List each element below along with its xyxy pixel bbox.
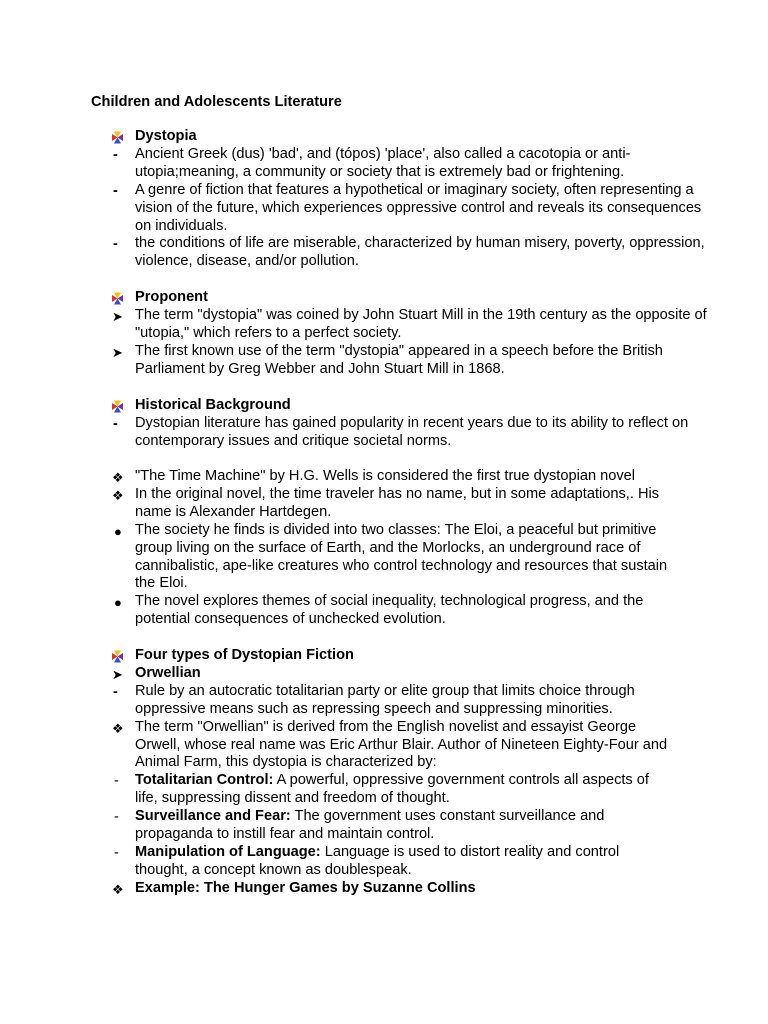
list-item — [111, 486, 681, 522]
dash-marker: - — [114, 773, 119, 790]
list-item-text — [135, 844, 671, 880]
subheading-text: Orwellian — [135, 664, 201, 681]
list-item-text: the conditions of life are miserable, characterized by human misery, poverty, oppression, violence, disease, and/or pollution. — [135, 235, 705, 270]
trait-text: Language is used to distort reality and control thought, a concept known as doublespeak. — [135, 843, 620, 878]
trait-label: Totalitarian Control: — [135, 772, 274, 789]
section-dystopia — [111, 128, 711, 271]
list-item-text: Rule by an autocratic totalitarian party or elite group that limits choice through oppressive means such as repressing speech and suppressing minorities. — [135, 682, 635, 717]
four-diamond-icon: ❖ — [112, 881, 124, 897]
heading-text: Proponent — [135, 289, 208, 305]
heading-text: Dystopia — [135, 128, 197, 144]
trait-label: Surveillance and Fear: — [135, 808, 291, 825]
list-item — [111, 683, 671, 719]
arrows-converge-icon — [111, 397, 135, 415]
arrows-converge-icon — [111, 647, 135, 665]
list-item-text: The term "dystopia" was coined by John Stuart Mill in the 19th century as the opposite of "utopia," which refers to a perfect society. — [135, 306, 707, 341]
list-item — [111, 235, 711, 271]
trait-label: Manipulation of Language: — [135, 843, 321, 860]
trait-text: The government uses constant surveillance and propaganda to instill fear and maintain control. — [135, 808, 605, 843]
bullet-icon: ● — [114, 523, 122, 539]
list-item-text: A genre of fiction that features a hypothetical or imaginary society, often representing a vision of the future, which experiences oppressive control and reveals its consequences on individuals. — [135, 181, 702, 234]
list-item — [111, 880, 671, 898]
list-item — [111, 844, 671, 880]
four-open-diamond-icon: ❖ — [112, 720, 124, 736]
heading-text: Four types of Dystopian Fiction — [135, 647, 354, 663]
bullet-icon: ● — [114, 595, 122, 611]
arrows-converge-icon — [111, 128, 135, 146]
page-title: Children and Adolescents Literature — [91, 94, 342, 110]
list-item — [111, 146, 711, 182]
section-four-types — [111, 647, 671, 898]
list-item-text: The term "Orwellian" is derived from the English novelist and essayist George Orwell, whose real name was Eric Arthur Blair. Author of Nineteen Eighty-Four and Animal Farm, this dystopia is characterized by: — [135, 718, 668, 771]
subheading — [111, 665, 671, 683]
dash-marker: - — [113, 182, 118, 199]
list-item-text — [135, 772, 671, 808]
dash-marker: - — [113, 415, 118, 432]
list-item-text: In the original novel, the time traveler has no name, but in some adaptations,. His name is Alexander Hartdegen. — [135, 485, 660, 520]
four-diamond-icon: ❖ — [112, 470, 124, 485]
list-item — [111, 719, 671, 773]
section-proponent — [111, 289, 711, 379]
list-item-text: Dystopian literature has gained popularity in recent years due to its ability to reflect on contemporary issues and critique societal norms. — [135, 414, 689, 449]
list-item — [111, 468, 681, 486]
list-item — [111, 415, 711, 451]
list-item — [111, 182, 711, 236]
list-item-text: The society he finds is divided into two classes: The Eloi, a peaceful but primitive group living on the surface of Earth, and the Morlocks, an underground race of cannibalistic, ape-like creatures who control technology and resources that sustain the Eloi. — [135, 521, 668, 592]
arrowhead-icon: ➤ — [112, 308, 123, 324]
trait-text: A powerful, oppressive government controls all aspects of life, suppressing dissent and freedom of thought. — [135, 772, 649, 807]
list-item-text: The first known use of the term "dystopia" appeared in a speech before the British Parliament by Greg Webber and John Stuart Mill in 1868. — [135, 342, 663, 377]
dash-marker: - — [113, 146, 118, 163]
list-item-text — [135, 808, 671, 844]
four-diamond-icon: ❖ — [112, 487, 124, 503]
arrows-converge-icon — [111, 289, 135, 307]
list-item — [111, 343, 711, 379]
list-item-text: The novel explores themes of social inequality, technological progress, and the potential consequences of unchecked evolution. — [135, 593, 644, 628]
list-item-text: "The Time Machine" by H.G. Wells is considered the first true dystopian novel — [135, 468, 636, 484]
list-item — [111, 808, 671, 844]
section-time-machine — [111, 468, 681, 629]
arrowhead-icon: ➤ — [112, 666, 123, 682]
heading-text: Historical Background — [135, 397, 291, 413]
list-item — [111, 307, 711, 343]
section-historical-background — [111, 397, 711, 451]
dash-marker: - — [113, 683, 118, 700]
dash-marker: - — [114, 844, 119, 861]
list-item — [111, 772, 671, 808]
list-item — [111, 593, 681, 629]
dash-marker: - — [113, 236, 118, 253]
section-heading — [111, 647, 671, 665]
section-heading — [111, 128, 711, 146]
section-heading — [111, 397, 711, 415]
example-text: Example: The Hunger Games by Suzanne Collins — [135, 879, 476, 896]
dash-marker: - — [114, 809, 119, 826]
arrowhead-icon: ➤ — [112, 344, 123, 360]
section-heading — [111, 289, 711, 307]
list-item-text: Ancient Greek (dus) 'bad', and (tópos) 'place', also called a cacotopia or anti-utopia;meaning, a community or society that is extremely bad or frightening. — [135, 145, 631, 180]
list-item — [111, 522, 681, 594]
